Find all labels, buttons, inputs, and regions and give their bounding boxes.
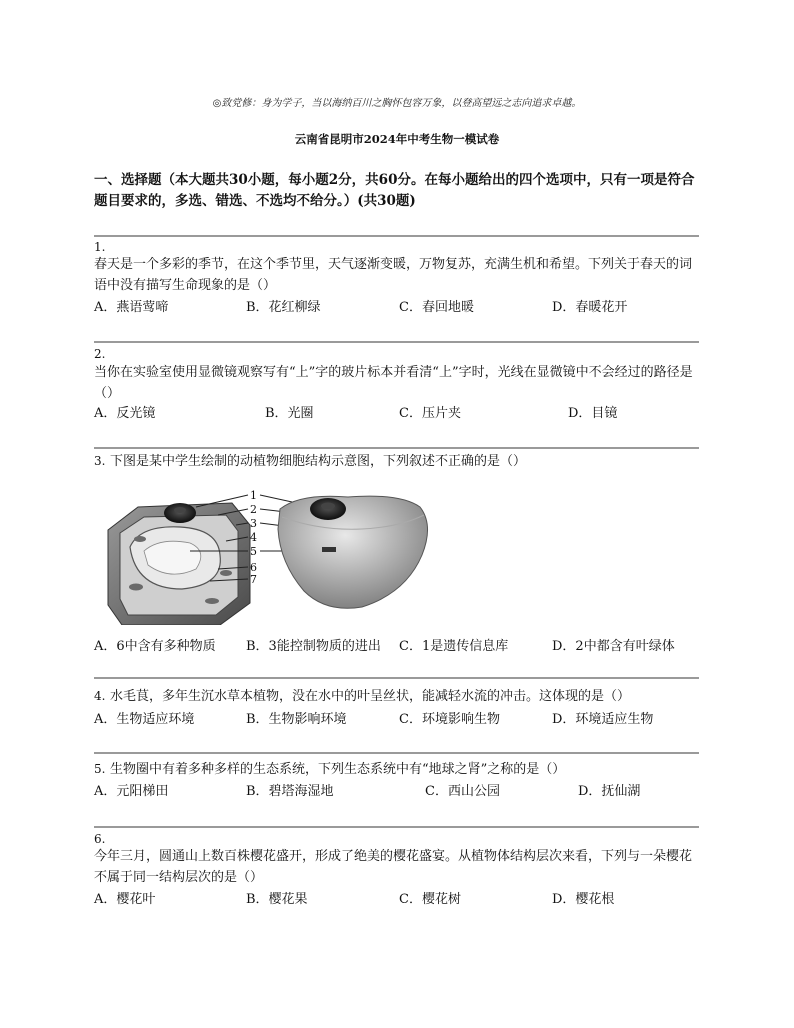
plant-cell-drawing bbox=[108, 503, 250, 625]
question-4-option-c[interactable]: C．环境影响生物 bbox=[399, 712, 500, 727]
question-2-number: 2. bbox=[94, 347, 106, 361]
divider bbox=[94, 677, 699, 679]
question-6-number: 6. bbox=[94, 832, 106, 846]
question-6-option-a[interactable]: A．樱花叶 bbox=[94, 892, 156, 907]
question-3-option-a[interactable]: A．6中含有多种物质 bbox=[94, 639, 216, 654]
figure-label-5: 5 bbox=[250, 545, 257, 558]
question-5-option-b[interactable]: B．碧塔海湿地 bbox=[246, 784, 334, 799]
divider bbox=[94, 235, 699, 237]
question-5-option-d[interactable]: D．抚仙湖 bbox=[578, 784, 641, 799]
question-1-options bbox=[94, 296, 704, 316]
question-1-option-d[interactable]: D．春暖花开 bbox=[552, 300, 628, 315]
question-6-text: 今年三月，圆通山上数百株樱花盛开，形成了绝美的樱花盛宴。从植物体结构层次来看，下列与一朵樱花不属于同一结构层次的是（） bbox=[94, 849, 693, 885]
question-2-options bbox=[94, 402, 704, 422]
question-6-option-b[interactable]: B．樱花果 bbox=[246, 892, 308, 907]
figure-label-4: 4 bbox=[250, 531, 257, 544]
exam-title: 云南省昆明市2024年中考生物一模试卷 bbox=[294, 132, 500, 146]
figure-label-6: 6 bbox=[250, 561, 257, 574]
section-heading: 一、选择题（本大题共30小题，每小题2分，共60分。在每小题给出的四个选项中，只有一项是符合题目要求的，多选、错选、不选均不给分。）(共30题) bbox=[94, 172, 695, 209]
question-5-option-a[interactable]: A．元阳梯田 bbox=[94, 784, 169, 799]
question-1-option-a[interactable]: A．燕语莺啼 bbox=[94, 300, 169, 315]
question-3-option-c[interactable]: C．1是遗传信息库 bbox=[399, 639, 509, 654]
question-4-option-d[interactable]: D．环境适应生物 bbox=[552, 712, 654, 727]
figure-label-2: 2 bbox=[250, 503, 257, 516]
animal-cell-drawing bbox=[278, 496, 428, 608]
divider bbox=[94, 752, 699, 754]
question-1-option-c[interactable]: C．春回地暖 bbox=[399, 300, 474, 315]
question-5-number: 5. bbox=[94, 762, 106, 776]
question-4-number: 4. bbox=[94, 689, 106, 703]
question-2-text: 当你在实验室使用显微镜观察写有“上”字的玻片标本并看清“上”字时，光线在显微镜中不会经过的路径是（） bbox=[94, 365, 693, 401]
question-2-option-c[interactable]: C．压片夹 bbox=[399, 406, 461, 421]
question-5-text: 生物圈中有着多种多样的生态系统，下列生态系统中有“地球之肾”之称的是（） bbox=[110, 762, 566, 777]
question-1-text: 春天是一个多彩的季节，在这个季节里，天气逐渐变暖，万物复苏，充满生机和希望。下列关于春天的词语中没有描写生命现象的是（） bbox=[94, 257, 693, 293]
question-4-text: 水毛茛，多年生沉水草本植物，没在水中的叶呈丝状，能减轻水流的冲击。这体现的是（） bbox=[110, 689, 631, 704]
question-1-option-b[interactable]: B．花红柳绿 bbox=[246, 300, 321, 315]
figure-label-7: 7 bbox=[250, 573, 257, 586]
question-3-options bbox=[94, 635, 704, 655]
divider bbox=[94, 826, 699, 828]
question-3-option-b[interactable]: B．3能控制物质的进出 bbox=[246, 639, 381, 654]
question-5-options bbox=[94, 780, 704, 800]
question-3-option-d[interactable]: D．2中都含有叶绿体 bbox=[552, 639, 675, 654]
divider bbox=[94, 341, 699, 343]
question-3-text: 下图是某中学生绘制的动植物细胞结构示意图，下列叙述不正确的是（） bbox=[110, 454, 527, 469]
question-6-options bbox=[94, 888, 704, 908]
question-6-option-c[interactable]: C．樱花树 bbox=[399, 892, 461, 907]
question-2-option-b[interactable]: B．光圈 bbox=[265, 406, 314, 421]
divider bbox=[94, 447, 699, 449]
question-5-option-c[interactable]: C．西山公园 bbox=[425, 784, 500, 799]
figure-label-1: 1 bbox=[250, 489, 257, 502]
question-3-number: 3. bbox=[94, 454, 106, 468]
cell-structure-figure bbox=[100, 485, 435, 625]
question-2-option-d[interactable]: D．目镜 bbox=[568, 406, 618, 421]
page-motto: ◎致党修：身为学子，当以海纳百川之胸怀包容万象，以登高望远之志向追求卓越。 bbox=[212, 98, 582, 109]
figure-label-3: 3 bbox=[250, 517, 257, 530]
question-1-number: 1. bbox=[94, 240, 106, 254]
figure-labels bbox=[250, 489, 257, 586]
question-4-options bbox=[94, 708, 704, 728]
question-4-option-b[interactable]: B．生物影响环境 bbox=[246, 712, 347, 727]
question-4-option-a[interactable]: A．生物适应环境 bbox=[94, 712, 195, 727]
question-6-option-d[interactable]: D．樱花根 bbox=[552, 892, 615, 907]
question-2-option-a[interactable]: A．反光镜 bbox=[94, 406, 156, 421]
